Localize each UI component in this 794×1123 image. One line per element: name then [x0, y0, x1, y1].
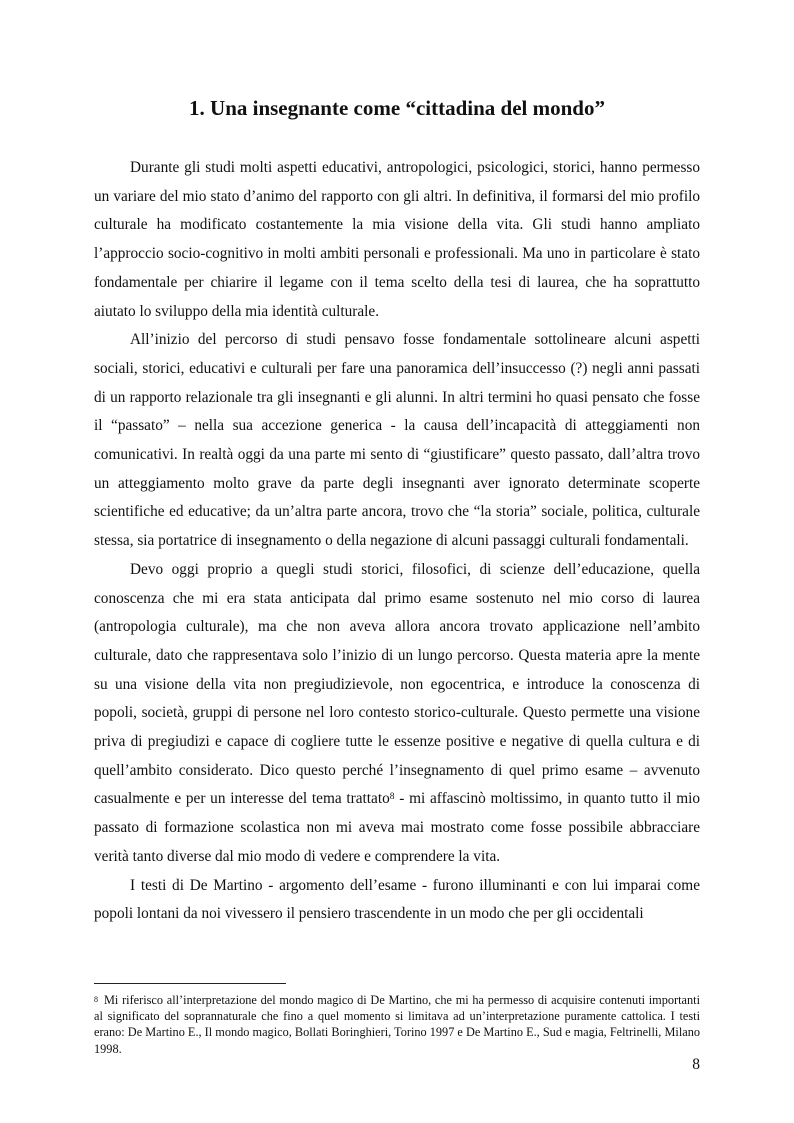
chapter-title: 1. Una insegnante come “cittadina del mondo”: [189, 96, 605, 120]
footnote-text: Mi riferisco all’interpretazione del mondo magico di De Martino, che mi ha permesso di acquisire contenuti importanti al significato del soprannaturale che fino a quel momento si limitava ad un’interpretazione puramente cattolica. I testi erano: De Martino E., Il mondo magico, Bollati Boringhieri, Torino 1997 e De Martino E., Sud e magia, Feltrinelli, Milano 1998.: [94, 993, 700, 1056]
footnote-reference[interactable]: 8: [389, 792, 395, 803]
footnote: [94, 992, 700, 1057]
paragraph-text-after-footnote: - mi affascinò moltissimo, in quanto tutto il mio passato di formazione scolastica non mi aveva mai mostrato come fosse possibile abbracciare verità tanto diverse dal mio modo di vedere e comprendere la vita.: [94, 790, 700, 865]
page-number: 8: [692, 1056, 700, 1073]
paragraph-text-before-footnote: Devo oggi proprio a quegli studi storici, filosofici, di scienze dell’educazione, quella conoscenza che mi era stata anticipata dal primo esame sostenuto nel mio corso di laurea (antropologia culturale), ma che non aveva allora ancora trovato applicazione nell’ambito culturale, dato che rappresentava solo l’inizio di un lungo percorso. Questa materia apre la mente su una visione della vita non pregiudizievole, non egocentrica, e introduce la conoscenza di popoli, società, gruppi di persone nel loro contesto storico-culturale. Questo permette una visione priva di pregiudizi e capace di cogliere tutte le essenze positive e negative di quella cultura e di quell’ambito considerato. Dico questo perché l’insegnamento di quel primo esame – avvenuto casualmente e per un interesse del tema trattato: [94, 560, 700, 808]
paragraph: I testi di De Martino - argomento dell’esame - furono illuminanti e con lui imparai come popoli lontani da noi vivessero il pensiero trascendente in un modo che per gli occidentali: [94, 876, 700, 923]
footnote-number: 8: [94, 995, 98, 1004]
footnote-separator: [94, 983, 286, 984]
paragraph: All’inizio del percorso di studi pensavo fosse fondamentale sottolineare alcuni aspetti sociali, storici, educativi e culturali per fare una panoramica dell’insuccesso (?) negli anni passati di un rapporto relazionale tra gli insegnanti e gli alunni. In altri termini ho quasi pensato che fosse il “passato” – nella sua accezione generica - la causa dell’incapacità di atteggiamenti non comunicativi. In realtà oggi da una parte mi sento di “giustificare” questo passato, dall’altra trovo un atteggiamento molto grave da parte degli insegnanti aver ignorato determinate scoperte scientifiche ed educative; da un’altra parte ancora, trovo che “la storia” sociale, politica, culturale stessa, sia portatrice di insegnamento o della negazione di alcuni passaggi culturali fondamentali.: [94, 331, 700, 550]
paragraph: Durante gli studi molti aspetti educativi, antropologici, psicologici, storici, hanno permesso un variare del mio stato d’animo del rapporto con gli altri. In definitiva, il formarsi del mio profilo culturale ha modificato costantemente la mia visione della vita. Gli studi hanno ampliato l’approccio socio-cognitivo in molti ambiti personali e professionali. Ma uno in particolare è stato fondamentale per chiarire il legame con il tema scelto della tesi di laurea, che ha soprattutto aiutato lo sviluppo della mia identità culturale.: [94, 159, 700, 320]
body-text: [94, 154, 700, 929]
paragraph: [94, 556, 700, 872]
